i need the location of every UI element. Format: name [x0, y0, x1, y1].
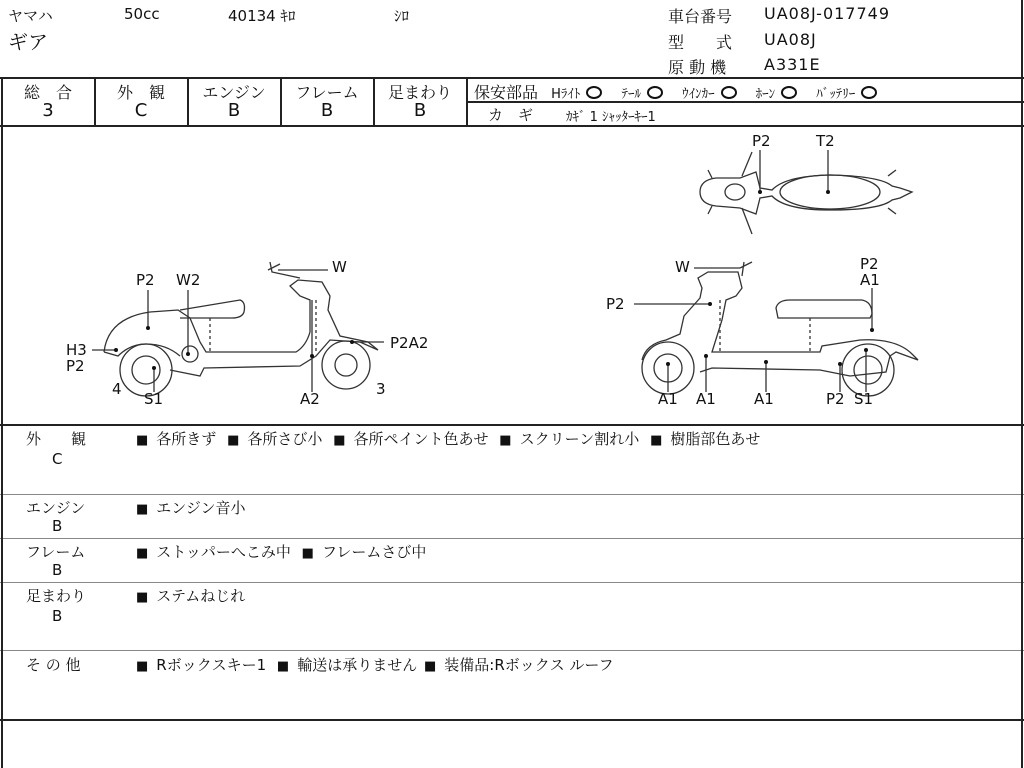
rule — [0, 650, 1024, 651]
rule — [0, 719, 1024, 721]
scooter-top-view — [700, 152, 912, 234]
safety-label: 保安部品 — [474, 83, 539, 102]
remark-category: フレーム — [26, 543, 86, 561]
remark-item: ■ 各所きず — [136, 430, 216, 448]
diagram-label: W — [675, 258, 690, 276]
ok-circle-icon — [647, 86, 663, 99]
diagram-label: P2 — [826, 390, 845, 408]
remark-category: 外 観 — [26, 430, 87, 448]
diagram-label: S1 — [854, 390, 874, 408]
rule — [0, 424, 1024, 426]
damage-diagram — [0, 126, 1020, 423]
diagram-label: A2 — [300, 390, 320, 408]
rule — [0, 77, 1024, 79]
diagram-label: P2 — [752, 132, 771, 150]
grade-value: B — [320, 100, 334, 121]
diagram-label: T2 — [816, 132, 835, 150]
ok-circle-icon — [721, 86, 737, 99]
grade-label: フレーム — [295, 83, 359, 102]
rule — [0, 582, 1024, 583]
diagram-label: A1 — [754, 390, 774, 408]
rule — [466, 77, 468, 125]
safety-item: ﾎｰﾝ — [755, 87, 776, 102]
grade-label: エンジン — [202, 83, 266, 102]
remark-item: ■ フレームさび中 — [302, 543, 427, 561]
grade-value: 3 — [42, 100, 54, 121]
diagram-label: H3 — [66, 341, 87, 359]
ok-circle-icon — [586, 86, 602, 99]
model-name: ギア — [8, 30, 48, 54]
remark-item: ■ ストッパーへこみ中 — [136, 543, 291, 561]
engine-label: 原 動 機 — [668, 58, 727, 77]
chassis-label: 車台番号 — [668, 7, 733, 26]
remark-item: ■ ステムねじれ — [136, 587, 245, 605]
remark-category: 足まわり — [26, 587, 87, 605]
remark-item: ■ 輸送は承りません — [277, 656, 417, 674]
diagram-label: P2 — [136, 271, 155, 289]
diagram-label: P2 — [860, 255, 879, 273]
remark-item: ■ 各所さび小 — [227, 430, 322, 448]
remark-category: そ の 他 — [26, 656, 81, 674]
ok-circle-icon — [781, 86, 797, 99]
type-value: UA08J — [764, 30, 817, 49]
diagram-label: P2 — [606, 295, 625, 313]
safety-item: ﾃｰﾙ — [621, 87, 641, 102]
diagram-label: A1 — [696, 390, 716, 408]
grade-value: C — [134, 100, 148, 121]
rule — [0, 494, 1024, 495]
remark-item: ■ 装備品:Rボックス ルーフ — [424, 656, 614, 674]
type-label: 型 式 — [668, 33, 733, 52]
diagram-label: P2 — [66, 357, 85, 375]
safety-item: ﾊﾞｯﾃﾘｰ — [816, 87, 856, 102]
maker: ヤマハ — [8, 7, 53, 25]
grade-label: 足まわり — [387, 83, 452, 102]
key-value: ｶｷﾞ 1 ｼｬｯﾀｰｷｰ1 — [566, 110, 656, 125]
grade-value: B — [227, 100, 241, 121]
diagram-label: P2A2 — [390, 334, 429, 352]
diagram-label: S1 — [144, 390, 164, 408]
grade-label: 総 合 — [23, 83, 72, 102]
remark-grade: B — [52, 517, 63, 535]
mileage: 40134 ｷﾛ — [228, 7, 296, 25]
remark-item: ■ スクリーン割れ小 — [499, 430, 639, 448]
diagram-label: W — [332, 258, 347, 276]
remark-grade: B — [52, 607, 63, 625]
diagram-label: W2 — [176, 271, 201, 289]
remark-item: ■ 樹脂部色あせ — [650, 430, 760, 448]
diagram-label: 3 — [376, 380, 386, 398]
diagram-label: A1 — [658, 390, 678, 408]
safety-row — [474, 80, 881, 103]
diagram-label: 4 — [112, 380, 122, 398]
remark-grade: C — [52, 450, 63, 468]
grade-value: B — [413, 100, 427, 121]
diagram-label: A1 — [860, 271, 880, 289]
key-label: カ ギ — [488, 106, 534, 124]
rule — [1021, 0, 1023, 768]
engine-value: A331E — [764, 55, 821, 74]
color: ｼﾛ — [394, 7, 410, 25]
remark-category: エンジン — [26, 499, 86, 517]
chassis-value: UA08J-017749 — [764, 4, 891, 23]
grade-label: 外 観 — [116, 83, 165, 102]
safety-item: Hﾗｲﾄ — [551, 87, 581, 102]
remark-item: ■ 各所ペイント色あせ — [333, 430, 488, 448]
remark-item: ■ エンジン音小 — [136, 499, 246, 517]
remark-item: ■ Rボックスキー1 — [136, 656, 266, 674]
safety-item: ｳｲﾝｶｰ — [682, 87, 715, 102]
ok-circle-icon — [861, 86, 877, 99]
rule — [0, 538, 1024, 539]
remark-grade: B — [52, 561, 63, 579]
displacement: 50cc — [124, 5, 160, 23]
